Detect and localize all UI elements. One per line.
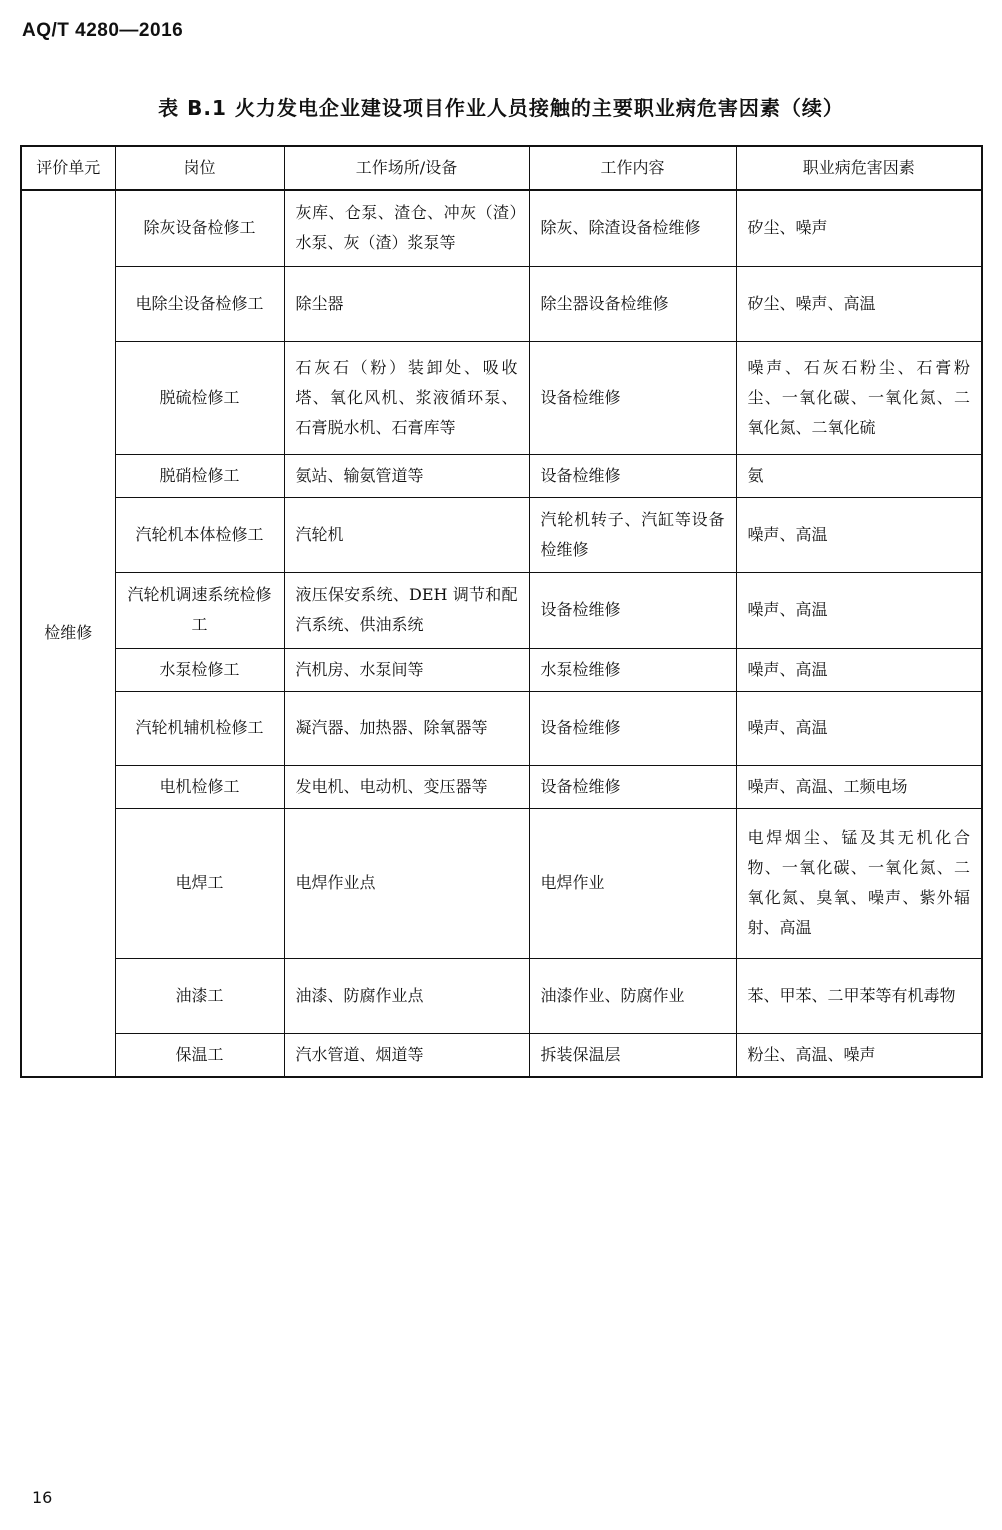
- place-cell: 发电机、电动机、变压器等: [284, 765, 529, 808]
- hazard-cell: 噪声、高温、工频电场: [736, 765, 982, 808]
- content-cell: 设备检维修: [529, 572, 736, 648]
- table-row: [21, 454, 982, 497]
- column-header-hazard: 职业病危害因素: [736, 146, 982, 190]
- table-row: [21, 808, 982, 958]
- hazard-cell: 粉尘、高温、噪声: [736, 1033, 982, 1077]
- place-cell: 灰库、仓泵、渣仓、冲灰（渣）水泵、灰（渣）浆泵等: [284, 190, 529, 266]
- content-cell: 设备检维修: [529, 691, 736, 765]
- column-header-unit: 评价单元: [21, 146, 115, 190]
- table-title: 表 B.1 火力发电企业建设项目作业人员接触的主要职业病危害因素（续）: [158, 96, 844, 120]
- post-cell: 油漆工: [115, 958, 284, 1033]
- content-cell: 拆装保温层: [529, 1033, 736, 1077]
- place-cell: 液压保安系统、DEH 调节和配汽系统、供油系统: [284, 572, 529, 648]
- place-cell: 汽机房、水泵间等: [284, 648, 529, 691]
- table-row: [21, 691, 982, 765]
- place-cell: 石灰石（粉）装卸处、吸收塔、氧化风机、浆液循环泵、石膏脱水机、石膏库等: [284, 341, 529, 454]
- post-cell: 汽轮机本体检修工: [115, 497, 284, 572]
- table-row: [21, 497, 982, 572]
- place-cell: 除尘器: [284, 266, 529, 341]
- content-cell: 汽轮机转子、汽缸等设备检维修: [529, 497, 736, 572]
- place-cell: 汽水管道、烟道等: [284, 1033, 529, 1077]
- table-row: [21, 1033, 982, 1077]
- content-cell: 电焊作业: [529, 808, 736, 958]
- place-cell: 汽轮机: [284, 497, 529, 572]
- post-cell: 脱硫检修工: [115, 341, 284, 454]
- post-cell: 除灰设备检修工: [115, 190, 284, 266]
- table-row: [21, 765, 982, 808]
- content-cell: 设备检维修: [529, 765, 736, 808]
- place-cell: 电焊作业点: [284, 808, 529, 958]
- page-number: 16: [32, 1488, 53, 1507]
- post-cell: 水泵检修工: [115, 648, 284, 691]
- evaluation-unit-cell: 检维修: [21, 190, 115, 1077]
- hazard-cell: 矽尘、噪声: [736, 190, 982, 266]
- hazard-cell: 噪声、高温: [736, 497, 982, 572]
- post-cell: 电机检修工: [115, 765, 284, 808]
- hazard-cell: 噪声、高温: [736, 648, 982, 691]
- hazard-cell: 电焊烟尘、锰及其无机化合物、一氧化碳、一氧化氮、二氧化氮、臭氧、噪声、紫外辐射、高温: [736, 808, 982, 958]
- column-header-post: 岗位: [115, 146, 284, 190]
- table-row: [21, 190, 982, 266]
- hazard-cell: 噪声、高温: [736, 691, 982, 765]
- table-header-row: [21, 146, 982, 190]
- table-row: [21, 572, 982, 648]
- table-row: [21, 958, 982, 1033]
- hazard-cell: 噪声、高温: [736, 572, 982, 648]
- hazard-cell: 噪声、石灰石粉尘、石膏粉尘、一氧化碳、一氧化氮、二氧化氮、二氧化硫: [736, 341, 982, 454]
- place-cell: 油漆、防腐作业点: [284, 958, 529, 1033]
- document-code: AQ/T 4280—2016: [22, 20, 184, 41]
- post-cell: 汽轮机辅机检修工: [115, 691, 284, 765]
- content-cell: 除灰、除渣设备检维修: [529, 190, 736, 266]
- post-cell: 电除尘设备检修工: [115, 266, 284, 341]
- hazard-cell: 氨: [736, 454, 982, 497]
- content-cell: 水泵检维修: [529, 648, 736, 691]
- place-cell: 凝汽器、加热器、除氧器等: [284, 691, 529, 765]
- column-header-place: 工作场所/设备: [284, 146, 529, 190]
- hazard-table: [20, 145, 983, 1078]
- content-cell: 设备检维修: [529, 341, 736, 454]
- hazard-cell: 苯、甲苯、二甲苯等有机毒物: [736, 958, 982, 1033]
- column-header-content: 工作内容: [529, 146, 736, 190]
- table-row: [21, 648, 982, 691]
- hazard-cell: 矽尘、噪声、高温: [736, 266, 982, 341]
- table-row: [21, 266, 982, 341]
- place-cell: 氨站、输氨管道等: [284, 454, 529, 497]
- table-row: [21, 341, 982, 454]
- post-cell: 保温工: [115, 1033, 284, 1077]
- content-cell: 设备检维修: [529, 454, 736, 497]
- content-cell: 除尘器设备检维修: [529, 266, 736, 341]
- post-cell: 电焊工: [115, 808, 284, 958]
- content-cell: 油漆作业、防腐作业: [529, 958, 736, 1033]
- post-cell: 汽轮机调速系统检修工: [115, 572, 284, 648]
- post-cell: 脱硝检修工: [115, 454, 284, 497]
